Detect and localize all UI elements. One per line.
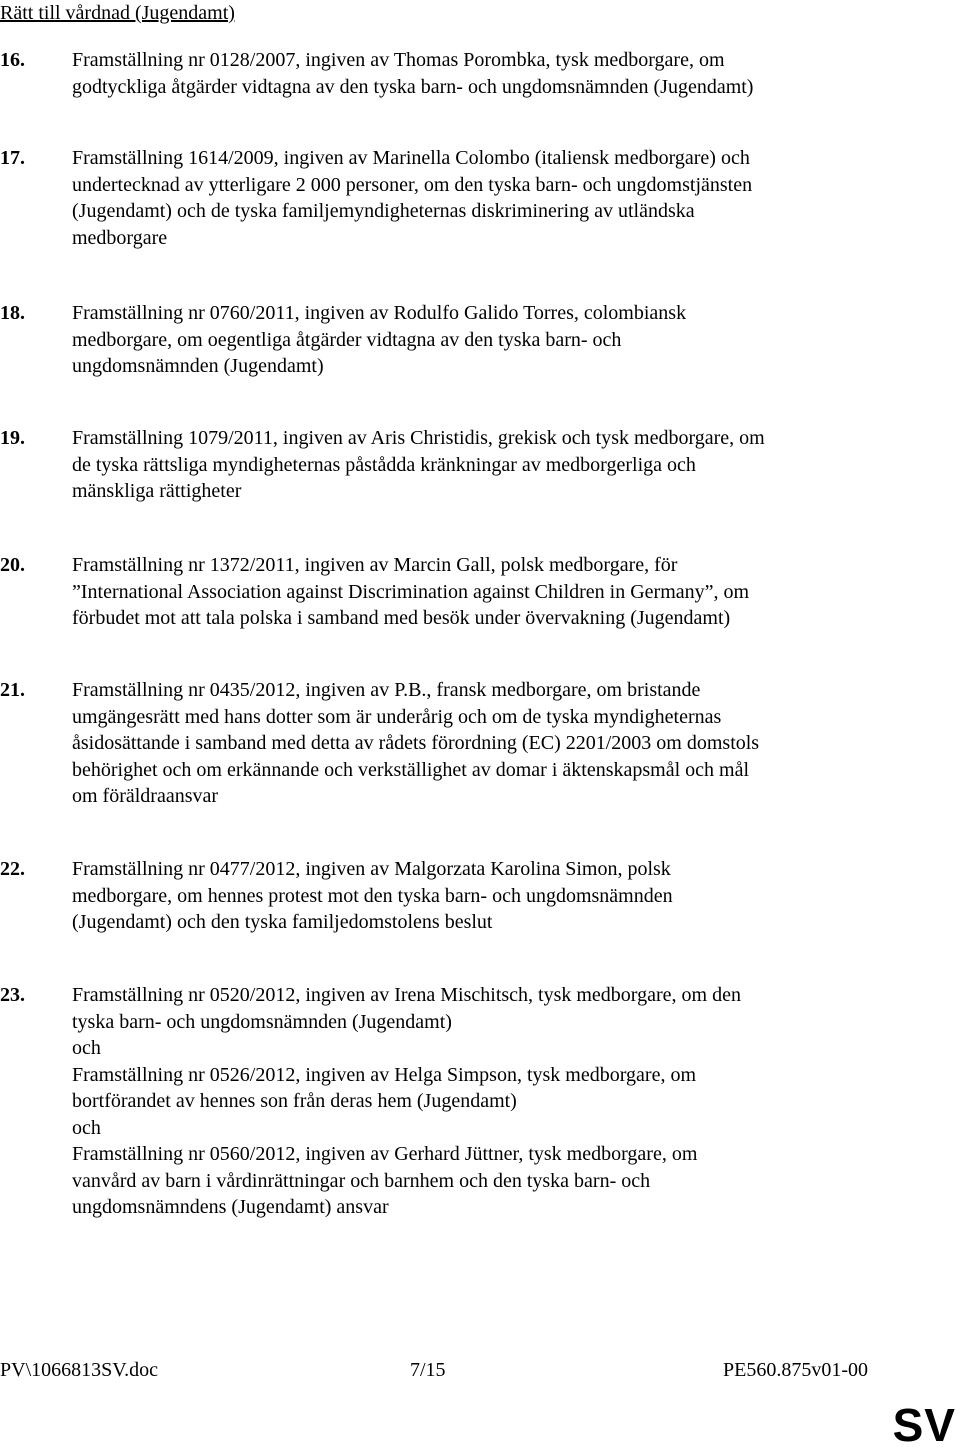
petition-text-line: bortförandet av hennes son från deras hem (Jugendamt) <box>72 1090 517 1112</box>
petition-number: 23. <box>0 984 25 1006</box>
petition-item <box>0 145 900 251</box>
footer-page-number: 7/15 <box>410 1359 446 1381</box>
petition-text <box>72 677 900 810</box>
petition-text <box>72 982 900 1221</box>
petition-item <box>0 982 900 1221</box>
petition-number: 20. <box>0 554 25 576</box>
petition-text-line: Framställning nr 0760/2011, ingiven av Rodulfo Galido Torres, colombiansk <box>72 302 687 324</box>
petition-text-line: åsidosättande i samband med detta av rådets förordning (EC) 2201/2003 om domstols <box>72 732 760 754</box>
petition-item <box>0 677 900 810</box>
petition-text <box>72 552 900 632</box>
petition-text-line: medborgare, om oegentliga åtgärder vidtagna av den tyska barn- och <box>72 328 622 351</box>
petition-number: 17. <box>0 147 25 169</box>
petition-number: 22. <box>0 858 25 880</box>
petition-text-line: umgängesrätt med hans dotter som är underårig och om de tyska myndigheternas <box>72 705 722 728</box>
petition-item <box>0 300 900 380</box>
petition-text-line: Framställning nr 0128/2007, ingiven av Thomas Porombka, tysk medborgare, om <box>72 49 725 71</box>
petition-text-line: Framställning nr 1372/2011, ingiven av Marcin Gall, polsk medborgare, för <box>72 554 678 576</box>
petition-item <box>0 552 900 632</box>
petition-text-line: (Jugendamt) och de tyska familjemyndigheternas diskriminering av utländska <box>72 200 695 222</box>
petition-number: 18. <box>0 302 25 324</box>
petition-text-line: tyska barn- och ungdomsnämnden (Jugendamt) <box>72 1010 452 1033</box>
petition-item <box>0 425 900 505</box>
petition-text-line: undertecknad av ytterligare 2 000 personer, om den tyska barn- och ungdomstjänsten <box>72 173 753 196</box>
petition-text <box>72 300 900 380</box>
footer-pe-number: PE560.875v01-00 <box>723 1359 868 1381</box>
petition-text-line: medborgare <box>72 226 168 249</box>
petition-text <box>72 47 900 100</box>
petition-text-line: Framställning nr 0526/2012, ingiven av Helga Simpson, tysk medborgare, om <box>72 1063 697 1086</box>
petition-text-line: (Jugendamt) och den tyska familjedomstolens beslut <box>72 911 493 933</box>
petition-text-line: ungdomsnämnden (Jugendamt) <box>72 355 324 377</box>
petition-number: 16. <box>0 49 25 71</box>
petition-text-line: Framställning nr 0435/2012, ingiven av P.B., fransk medborgare, om bristande <box>72 679 701 701</box>
petition-text-line: förbudet mot att tala polska i samband med besök under övervakning (Jugendamt) <box>72 607 731 629</box>
petition-text-line: ungdomsnämndens (Jugendamt) ansvar <box>72 1196 389 1218</box>
petition-text-line: behörighet och om erkännande och verkställighet av domar i äktenskapsmål och mål <box>72 758 750 781</box>
petition-text-line: Framställning nr 0477/2012, ingiven av Malgorzata Karolina Simon, polsk <box>72 858 671 880</box>
petition-text-line: de tyska rättsliga myndigheternas påstådda kränkningar av medborgerliga och <box>72 453 696 476</box>
petition-text-line: Framställning 1614/2009, ingiven av Marinella Colombo (italiensk medborgare) och <box>72 147 750 169</box>
petition-text-line: mänskliga rättigheter <box>72 480 242 502</box>
petition-number: 19. <box>0 427 25 449</box>
footer-document-ref: PV\1066813SV.doc <box>0 1359 158 1381</box>
petition-item <box>0 856 900 936</box>
petition-number: 21. <box>0 679 25 701</box>
petition-text-line: och <box>72 1116 101 1139</box>
petition-text-line: Framställning 1079/2011, ingiven av Aris Christidis, grekisk och tysk medborgare, om <box>72 427 765 449</box>
language-code: SV <box>892 1399 956 1451</box>
petition-text-line: och <box>72 1037 101 1059</box>
petition-text <box>72 145 900 251</box>
petition-text-line: vanvård av barn i vårdinrättningar och barnhem och den tyska barn- och <box>72 1169 651 1192</box>
petition-text-line: godtyckliga åtgärder vidtagna av den tyska barn- och ungdomsnämnden (Jugendamt) <box>72 75 754 98</box>
section-heading: Rätt till vårdnad (Jugendamt) <box>0 2 235 24</box>
petition-text-line: om föräldraansvar <box>72 785 219 807</box>
petition-text <box>72 425 900 505</box>
petition-text-line: medborgare, om hennes protest mot den tyska barn- och ungdomsnämnden <box>72 884 673 907</box>
petition-text-line: Framställning nr 0560/2012, ingiven av Gerhard Jüttner, tysk medborgare, om <box>72 1143 698 1165</box>
petition-text <box>72 856 900 936</box>
petition-text-line: Framställning nr 0520/2012, ingiven av Irena Mischitsch, tysk medborgare, om den <box>72 984 741 1006</box>
petition-item <box>0 47 900 100</box>
petition-text-line: ”International Association against Discrimination against Children in Germany”, om <box>72 580 750 603</box>
